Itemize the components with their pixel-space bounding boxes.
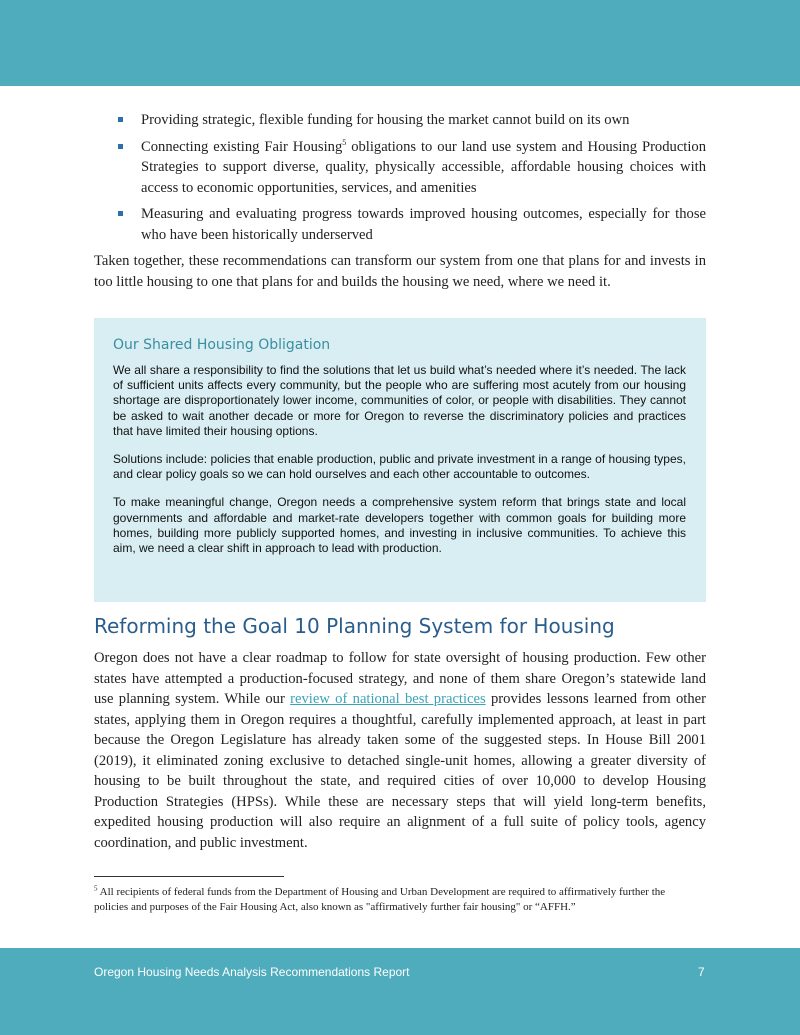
section-paragraph bbox=[94, 648, 706, 853]
callout-paragraph: Solutions include: policies that enable production, public and private investment in a range of housing types, and clear policy goals so we can hold ourselves and each other accountable to outcomes. bbox=[113, 452, 686, 482]
best-practices-link[interactable]: review of national best practices bbox=[290, 691, 486, 707]
list-item-text: obligations to our land use system and Housing Production Strategies to support diverse, quality, physically accessible, affordable housing choices with access to economic opportunities, services, and amenities bbox=[141, 138, 706, 196]
list-item-text: Measuring and evaluating progress towards improved housing outcomes, especially for those who have been historically underserved bbox=[141, 206, 706, 243]
section-text: Oregon does not have a clear roadmap to follow for state oversight of housing production. Few other states have attempted a production-focused strategy, and none of them share Oregon’s statewide land use planning system. While our bbox=[94, 650, 706, 707]
footer-report-title: Oregon Housing Needs Analysis Recommendations Report bbox=[94, 965, 410, 979]
footnote-number: 5 bbox=[94, 884, 98, 893]
footnote-ref[interactable]: 5 bbox=[342, 137, 347, 147]
bullet-square-icon bbox=[118, 117, 123, 122]
footer-band bbox=[0, 948, 800, 1035]
recommendation-list bbox=[94, 110, 706, 245]
section-heading: Reforming the Goal 10 Planning System for Housing bbox=[94, 614, 615, 638]
bullet-square-icon bbox=[118, 211, 123, 216]
list-item-text: Providing strategic, flexible funding for housing the market cannot build on its own bbox=[141, 112, 630, 128]
bullet-section bbox=[94, 110, 706, 292]
goal10-section bbox=[94, 614, 706, 853]
footnote bbox=[94, 885, 694, 915]
list-item bbox=[94, 110, 706, 131]
header-band bbox=[0, 0, 800, 86]
footnote-divider bbox=[94, 876, 284, 877]
page-number: 7 bbox=[698, 965, 705, 979]
bullet-square-icon bbox=[118, 144, 123, 149]
list-item-text: Connecting existing Fair Housing bbox=[141, 138, 343, 155]
footnote-text: All recipients of federal funds from the Department of Housing and Urban Development are required to affirmatively further the policies and purposes of the Fair Housing Act, also known as "affirmatively further fair housing" or “AFFH.” bbox=[94, 886, 666, 913]
summary-paragraph: Taken together, these recommendations can transform our system from one that plans for and invests in too little housing to one that plans for and builds the housing we need, where we need it. bbox=[94, 253, 706, 290]
list-item bbox=[94, 137, 706, 199]
list-item bbox=[94, 204, 706, 245]
callout-title: Our Shared Housing Obligation bbox=[113, 337, 331, 353]
callout-paragraph: We all share a responsibility to find the solutions that let us build what’s needed where it’s needed. The lack of sufficient units affects every community, but the people who are suffering most acutely from our housing shortage are disproportionately lower income, communities of color, or people with disabilities. They cannot be asked to wait another decade or more for Oregon to reverse the discriminatory policies and practices that have limited their housing options. bbox=[113, 363, 686, 438]
callout-paragraph: To make meaningful change, Oregon needs a comprehensive system reform that brings state and local governments and affordable and market-rate developers together with common goals for building more homes, building more publicly supported homes, and investing in inclusive communities. To achieve this aim, we need a clear shift in approach to lead with production. bbox=[113, 495, 686, 556]
shared-obligation-callout bbox=[94, 318, 706, 602]
section-text: provides lessons learned from other states, applying them in Oregon requires a thoughtful, carefully implemented approach, at least in part because the Oregon Legislature has already taken some of the suggested steps. In House Bill 2001 (2019), it eliminated zoning exclusive to detached single-unit homes, allowing a greater diversity of housing to be built throughout the state, and required cities of over 10,000 to develop Housing Production Strategies (HPSs). While these are necessary steps that will yield long-term benefits, expedited housing production will also require an alignment of a full suite of policy tools, agency coordination, and public investment. bbox=[94, 691, 706, 851]
